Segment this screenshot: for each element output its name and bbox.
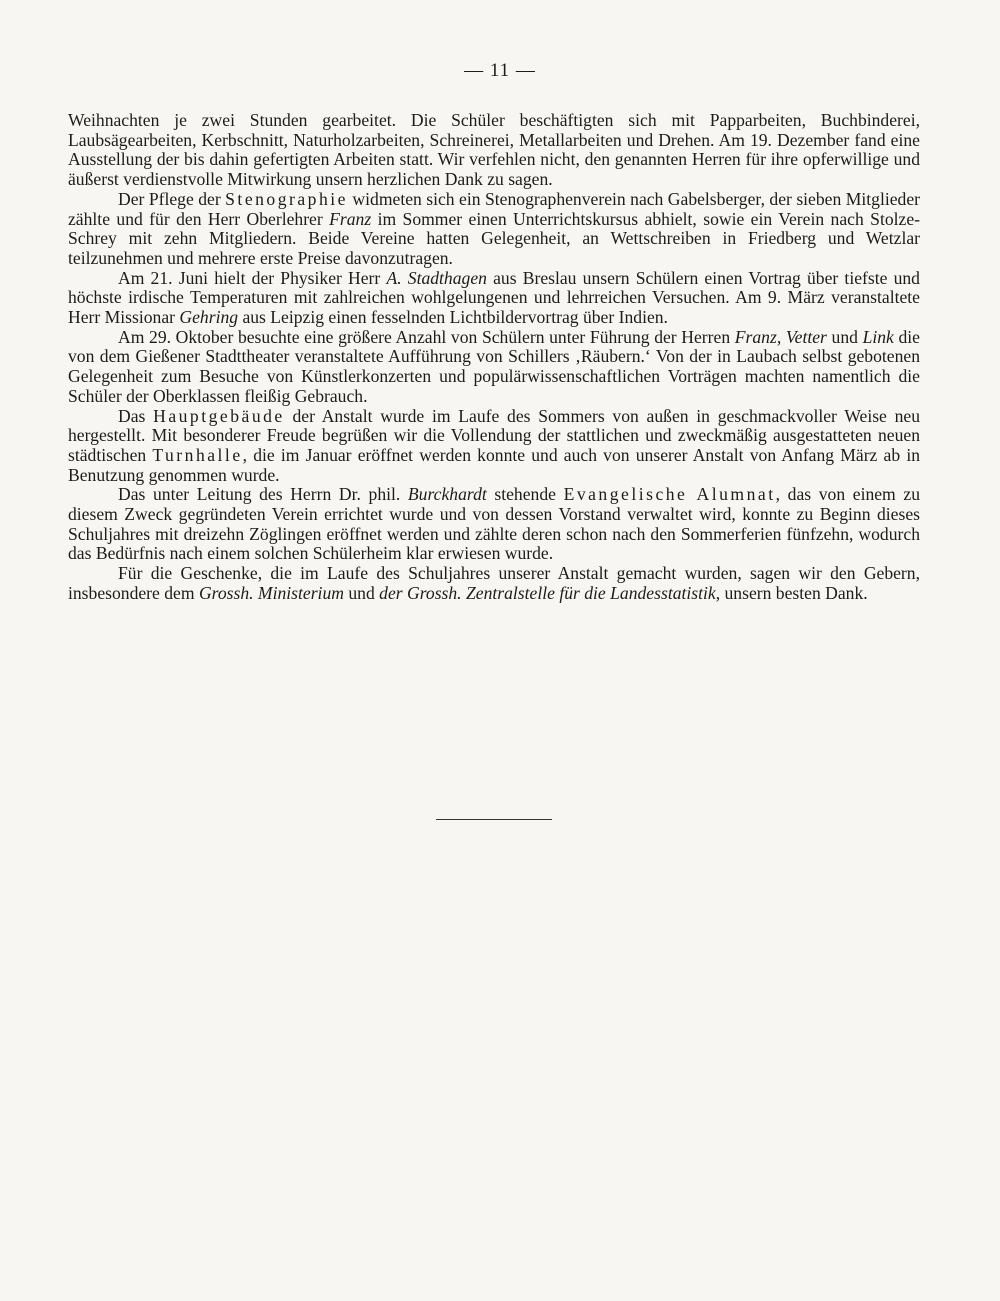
paragraph-alumnat [68, 485, 920, 564]
text-run: , das von einem zu diesem Zweck gegründeten Verein errichtet wurde und von dessen Vorstand verwaltet wird, konnte zu Beginn dieses Schuljahres mit dreizehn Zöglingen eröffnet werden und zählte deren schon nach den Sommerferien fünfzehn, wodurch das Bedürfnis nach einem solchen Schülerheim klar erwiesen wurde. [68, 484, 920, 564]
text-run: Für die Geschenke, die im Laufe des Schuljahres unserer Anstalt gemacht wurden, sagen wir den Gebern, insbesondere dem [68, 563, 920, 603]
paragraph-stenographie [68, 190, 920, 269]
text-run: Das [118, 405, 154, 426]
name-ministerium: Grossh. Ministerium [198, 582, 344, 603]
text-run: Am 21. Juni hielt der Physiker Herr [118, 267, 387, 288]
paragraph-geschenke [68, 564, 920, 603]
text-run: widmeten sich ein Stenographenverein nach Gabelsberger, der sieben Mitglieder zählte und für den Herr Oberlehrer [68, 188, 920, 229]
text-run: und [826, 326, 863, 347]
text-run: die von dem Gießener Stadttheater veranstaltete Aufführung von Schillers ‚Räubern.‘ Von der in Laubach selbst gebotenen Gelegenheit zum Besuche von Künstlerkonzerten und populärwissenschaftlichen Vorträgen machten namentlich die Schüler der Oberklassen fleißig Gebrauch. [68, 326, 920, 406]
paragraph-vortraege [68, 269, 920, 328]
text-run: aus Breslau unsern Schülern einen Vortrag über tiefste und höchste irdische Temperaturen mit zahlreichen wohlgelungenen und lehrreichen Versuchen. Am 9. März veranstaltete Herr Missionar [68, 267, 920, 328]
spaced-term-hauptgebaeude: Hauptgebäude [153, 405, 285, 426]
spaced-term-turnhalle: Turnhalle [152, 444, 243, 465]
paragraph-theater [68, 328, 920, 407]
text-run: aus Leipzig einen fesselnden Lichtbildervortrag über Indien. [238, 307, 668, 328]
closing-rule [436, 819, 552, 820]
name-gehring: Gehring [179, 307, 239, 328]
text-run: der Anstalt wurde im Laufe des Sommers von außen in geschmackvoller Weise neu hergestellt. Mit besonderer Freude begrüßen wir die Vollendung der stattlichen und zweckmäßig ausgestatteten neuen städtischen [68, 405, 921, 465]
name-zentralstelle: der Grossh. Zentralstelle für die Landesstatistik, [379, 582, 721, 603]
text-run: und [343, 582, 380, 603]
name-burckhardt: Burckhardt [407, 484, 487, 505]
text-run: unsern besten Dank. [720, 582, 868, 603]
spaced-term-stenographie: Stenographie [225, 188, 348, 209]
paragraph-hauptgebaeude [68, 407, 920, 486]
text-run: im Sommer einen Unterrichtskursus abhielt, sowie ein Verein nach Stolze-Schrey mit zehn Mitgliedern. Beide Vereine hatten Gelegenheit, an Wettschreiben in Friedberg und Wetzlar teilzunehmen und mehrere erste Preise davonzutragen. [68, 208, 920, 268]
text-run: , die im Januar eröffnet werden konnte und auch von unserer Anstalt von Anfang März ab in Benutzung genommen wurde. [68, 444, 921, 485]
body-text [68, 111, 920, 604]
name-link: Link [862, 326, 894, 347]
text-run: Am 29. Oktober besuchte eine größere Anzahl von Schülern unter Führung der Herren [118, 326, 735, 347]
text-run: stehende [486, 484, 564, 505]
name-franz: Franz [329, 208, 372, 229]
text-run: Der Pflege der [118, 188, 226, 209]
page-number: — 11 — [464, 60, 536, 81]
name-stadthagen: A. Stadthagen [386, 267, 487, 288]
text-run: Das unter Leitung des Herrn Dr. phil. [118, 484, 408, 505]
names-franz-vetter: Franz, Vetter [734, 326, 827, 347]
paragraph-werkunterricht: Weihnachten je zwei Stunden gearbeitet. Die Schüler beschäftigten sich mit Papparbeiten, Buchbinderei, Laubsägearbeiten, Kerbschnitt, Naturholzarbeiten, Schreinerei, Metallarbeiten und Drehen. Am 19. Dezember fand eine Ausstellung der bis dahin gefertigten Arbeiten statt. Wir verfehlen nicht, den genannten Herren für ihre opferwillige und äußerst verdienstvolle Mitwirkung unsern herzlichen Dank zu sagen. [68, 110, 920, 190]
spaced-term-alumnat: Evangelische Alumnat [563, 484, 776, 505]
